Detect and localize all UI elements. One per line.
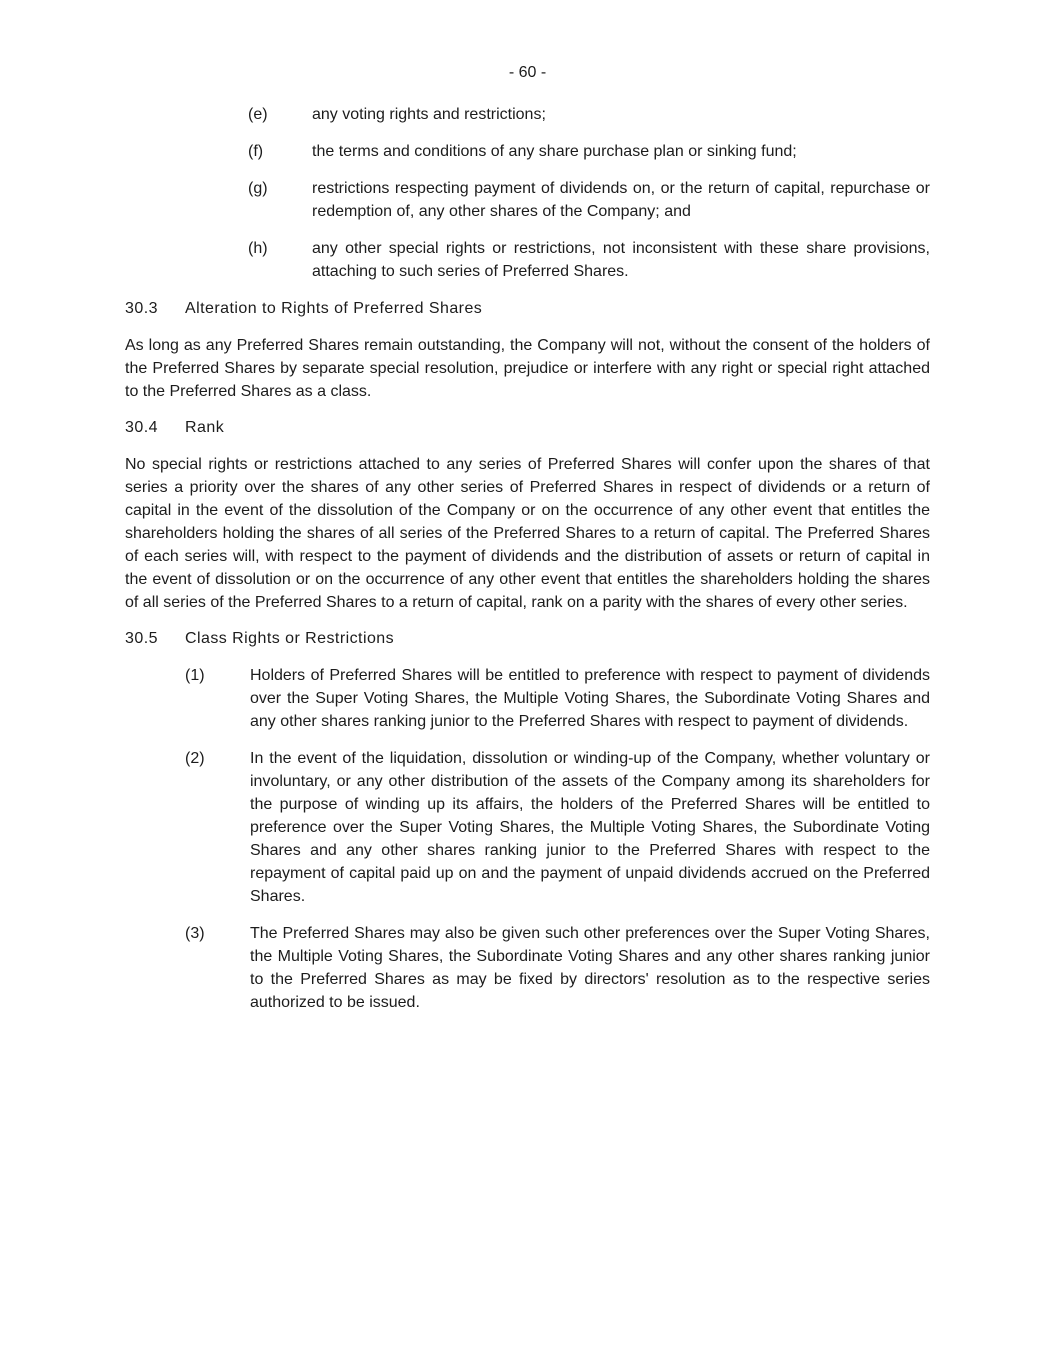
section-heading xyxy=(125,416,930,439)
list-item-marker: (g) xyxy=(248,180,268,197)
section-title: Alteration to Rights of Preferred Shares xyxy=(185,300,483,317)
section-30-3 xyxy=(125,297,930,403)
section-heading xyxy=(125,627,930,650)
section-paragraph: No special rights or restrictions attached to any series of Preferred Shares will confer upon the shares of that series a priority over the shares of any other series of Preferred Shares in respect of dividends or a return of capital in the event of the dissolution of the Company or on the occurrence of any other event that entitles the shareholders holding the shares of all series of the Preferred Shares to a return of capital. The Preferred Shares of each series will, with respect to the payment of dividends and the distribution of assets or return of capital in the event of dissolution or on the occurrence of any other event that entitles the shareholders holding the shares of all series of the Preferred Shares to a return of capital, rank on a parity with the shares of every other series. xyxy=(125,456,930,611)
list-item-marker: (h) xyxy=(248,240,268,257)
numbered-list xyxy=(125,664,930,1014)
lettered-list xyxy=(125,103,930,283)
section-title: Class Rights or Restrictions xyxy=(185,630,395,647)
list-item xyxy=(125,177,930,223)
list-item-text: In the event of the liquidation, dissolution or winding-up of the Company, whether voluntary or involuntary, or any other distribution of the assets of the Company among its shareholders for the purpose of winding up its affairs, the holders of the Preferred Shares will be entitled to preference over the Super Voting Shares, the Multiple Voting Shares, the Subordinate Voting Shares and any other shares ranking junior to the Preferred Shares with respect to the repayment of capital paid up on and the payment of unpaid dividends accrued on the Preferred Shares. xyxy=(250,750,930,905)
section-30-4 xyxy=(125,416,930,614)
list-item-marker: (2) xyxy=(185,750,205,767)
section-heading xyxy=(125,297,930,320)
list-item-marker: (f) xyxy=(248,143,264,160)
list-item xyxy=(125,237,930,283)
list-item-marker: (3) xyxy=(185,925,205,942)
section-paragraph: As long as any Preferred Shares remain outstanding, the Company will not, without the consent of the holders of the Preferred Shares by separate special resolution, prejudice or interfere with any right or special right attached to the Preferred Shares as a class. xyxy=(125,337,930,400)
list-item xyxy=(125,922,930,1014)
section-number: 30.3 xyxy=(125,300,158,317)
list-item-text: restrictions respecting payment of dividends on, or the return of capital, repurchase or redemption of, any other shares of the Company; and xyxy=(312,180,930,220)
list-item xyxy=(125,664,930,733)
list-item-marker: (e) xyxy=(248,106,268,123)
list-item xyxy=(125,140,930,163)
page-number: - 60 - xyxy=(508,64,547,81)
list-item-text: The Preferred Shares may also be given such other preferences over the Super Voting Shares, the Multiple Voting Shares, the Subordinate Voting Shares and any other shares ranking junior to the Preferred Shares as may be fixed by directors' resolution as to the respective series authorized to be issued. xyxy=(250,925,930,1011)
section-30-5 xyxy=(125,627,930,1014)
list-item-text: Holders of Preferred Shares will be entitled to preference with respect to payment of dividends over the Super Voting Shares, the Multiple Voting Shares, the Subordinate Voting Shares and any other shares ranking junior to the Preferred Shares with respect to payment of dividends. xyxy=(250,667,930,730)
section-title: Rank xyxy=(185,419,225,436)
list-item-marker: (1) xyxy=(185,667,205,684)
section-number: 30.5 xyxy=(125,630,158,647)
list-item-text: any voting rights and restrictions; xyxy=(312,106,546,123)
section-number: 30.4 xyxy=(125,419,158,436)
list-item xyxy=(125,747,930,908)
list-item xyxy=(125,103,930,126)
list-item-text: any other special rights or restrictions, not inconsistent with these share provisions, attaching to such series of Preferred Shares. xyxy=(312,240,930,280)
list-item-text: the terms and conditions of any share purchase plan or sinking fund; xyxy=(312,143,797,160)
